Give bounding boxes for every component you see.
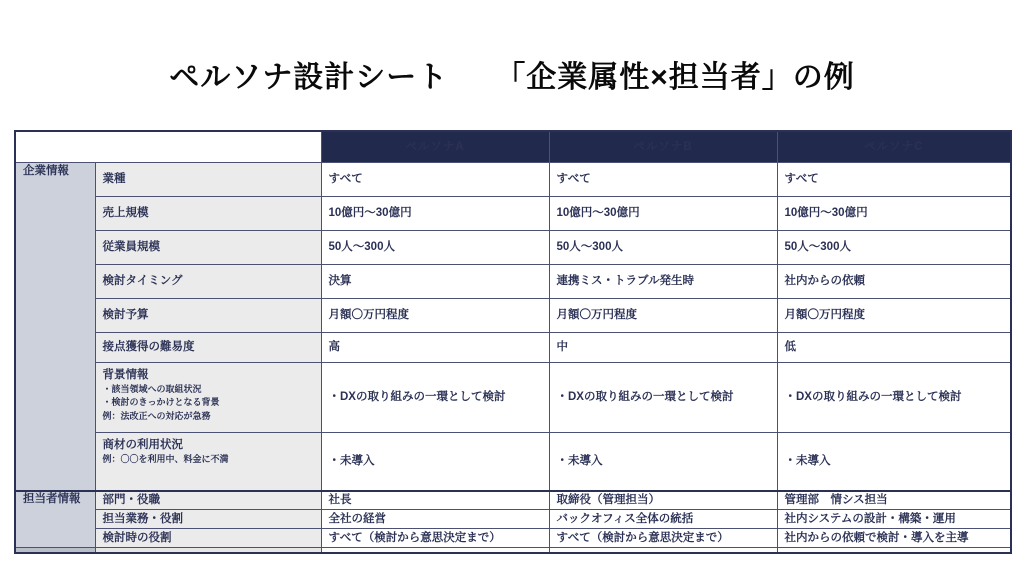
table-row bbox=[15, 299, 1011, 333]
table-body bbox=[15, 163, 1011, 554]
column-header-b: ペルソナB bbox=[549, 131, 777, 163]
value-cell: 決算 bbox=[321, 265, 549, 299]
corner-cell bbox=[15, 131, 321, 163]
value-cell: 社内からの依頼で検討・導入を主導 bbox=[777, 529, 1011, 548]
table-row bbox=[15, 529, 1011, 548]
value-cell: 全社の経営 bbox=[321, 510, 549, 529]
table-row bbox=[15, 510, 1011, 529]
row-label-cell bbox=[95, 299, 321, 333]
value-cell: すべて（検討から意思決定まで） bbox=[321, 529, 549, 548]
cutoff-row bbox=[15, 548, 1011, 554]
row-label-cell bbox=[95, 333, 321, 363]
table-row bbox=[15, 231, 1011, 265]
row-label-cell bbox=[95, 231, 321, 265]
cutoff-cell bbox=[549, 548, 777, 554]
value-cell: 社内システムの設計・構築・運用 bbox=[777, 510, 1011, 529]
value-cell: 高 bbox=[321, 333, 549, 363]
row-label: 背景情報 bbox=[102, 369, 149, 381]
page-title: ペルソナ設計シート 「企業属性×担当者」の例 bbox=[169, 61, 855, 94]
value-cell: 管理部 情シス担当 bbox=[777, 491, 1011, 510]
table-row bbox=[15, 197, 1011, 231]
row-label-note: 例：〇〇を利用中、料金に不満 bbox=[102, 453, 229, 464]
value-cell: 10億円〜30億円 bbox=[549, 197, 777, 231]
row-label-note: ・検討のきっかけとなる背景 bbox=[102, 397, 220, 408]
row-label-note: ・該当領域への取組状況 bbox=[102, 383, 202, 394]
row-label-cell bbox=[95, 197, 321, 231]
group-cell: 企業情報 bbox=[15, 163, 95, 491]
value-cell: 50人〜300人 bbox=[321, 231, 549, 265]
column-header-c: ペルソナC bbox=[777, 131, 1011, 163]
row-label: 検討予算 bbox=[102, 309, 149, 322]
value-cell: 社内からの依頼 bbox=[777, 265, 1011, 299]
row-label: 検討タイミング bbox=[102, 275, 183, 288]
value-cell: バックオフィス全体の統括 bbox=[549, 510, 777, 529]
row-label-cell bbox=[95, 363, 321, 433]
row-label: 検討時の役割 bbox=[102, 531, 172, 544]
row-label-cell bbox=[95, 529, 321, 548]
group-cell: 担当者情報 bbox=[15, 491, 95, 548]
row-label: 売上規模 bbox=[102, 207, 149, 220]
value-cell: 連携ミス・トラブル発生時 bbox=[549, 265, 777, 299]
value-cell: ・未導入 bbox=[549, 433, 777, 491]
row-label-cell bbox=[95, 163, 321, 197]
value-cell: 10億円〜30億円 bbox=[777, 197, 1011, 231]
value-cell: 月額〇万円程度 bbox=[549, 299, 777, 333]
row-label-cell bbox=[95, 433, 321, 491]
value-cell: 50人〜300人 bbox=[777, 231, 1011, 265]
row-label-note: 例：法改正への対応が急務 bbox=[102, 410, 211, 421]
value-cell: ・未導入 bbox=[777, 433, 1011, 491]
value-cell: 月額〇万円程度 bbox=[321, 299, 549, 333]
cutoff-cell bbox=[15, 548, 95, 554]
value-cell: ・DXの取り組みの一環として検討 bbox=[777, 363, 1011, 433]
header-row bbox=[15, 131, 1011, 163]
row-label-cell bbox=[95, 491, 321, 510]
row-label-cell bbox=[95, 265, 321, 299]
value-cell: すべて bbox=[549, 163, 777, 197]
row-label: 部門・役職 bbox=[102, 493, 160, 506]
value-cell: すべて（検討から意思決定まで） bbox=[549, 529, 777, 548]
row-label: 業種 bbox=[102, 173, 126, 186]
value-cell: ・DXの取り組みの一環として検討 bbox=[321, 363, 549, 433]
cutoff-cell bbox=[95, 548, 321, 554]
value-cell: すべて bbox=[777, 163, 1011, 197]
cutoff-cell bbox=[321, 548, 549, 554]
table-row bbox=[15, 433, 1011, 491]
value-cell: ・未導入 bbox=[321, 433, 549, 491]
row-label: 従業員規模 bbox=[102, 241, 160, 254]
value-cell: すべて bbox=[321, 163, 549, 197]
table-row bbox=[15, 265, 1011, 299]
row-label: 接点獲得の難易度 bbox=[102, 341, 195, 354]
value-cell: 月額〇万円程度 bbox=[777, 299, 1011, 333]
column-header-a: ペルソナA bbox=[321, 131, 549, 163]
value-cell: ・DXの取り組みの一環として検討 bbox=[549, 363, 777, 433]
cutoff-cell bbox=[777, 548, 1011, 554]
table-row bbox=[15, 163, 1011, 197]
row-label-cell bbox=[95, 510, 321, 529]
table-row bbox=[15, 363, 1011, 433]
persona-sheet-table bbox=[14, 130, 1012, 554]
table-row bbox=[15, 333, 1011, 363]
row-label: 担当業務・役割 bbox=[102, 512, 183, 525]
table-row bbox=[15, 491, 1011, 510]
value-cell: 中 bbox=[549, 333, 777, 363]
row-label: 商材の利用状況 bbox=[102, 439, 183, 451]
value-cell: 社長 bbox=[321, 491, 549, 510]
value-cell: 低 bbox=[777, 333, 1011, 363]
value-cell: 10億円〜30億円 bbox=[321, 197, 549, 231]
value-cell: 50人〜300人 bbox=[549, 231, 777, 265]
value-cell: 取締役（管理担当） bbox=[549, 491, 777, 510]
